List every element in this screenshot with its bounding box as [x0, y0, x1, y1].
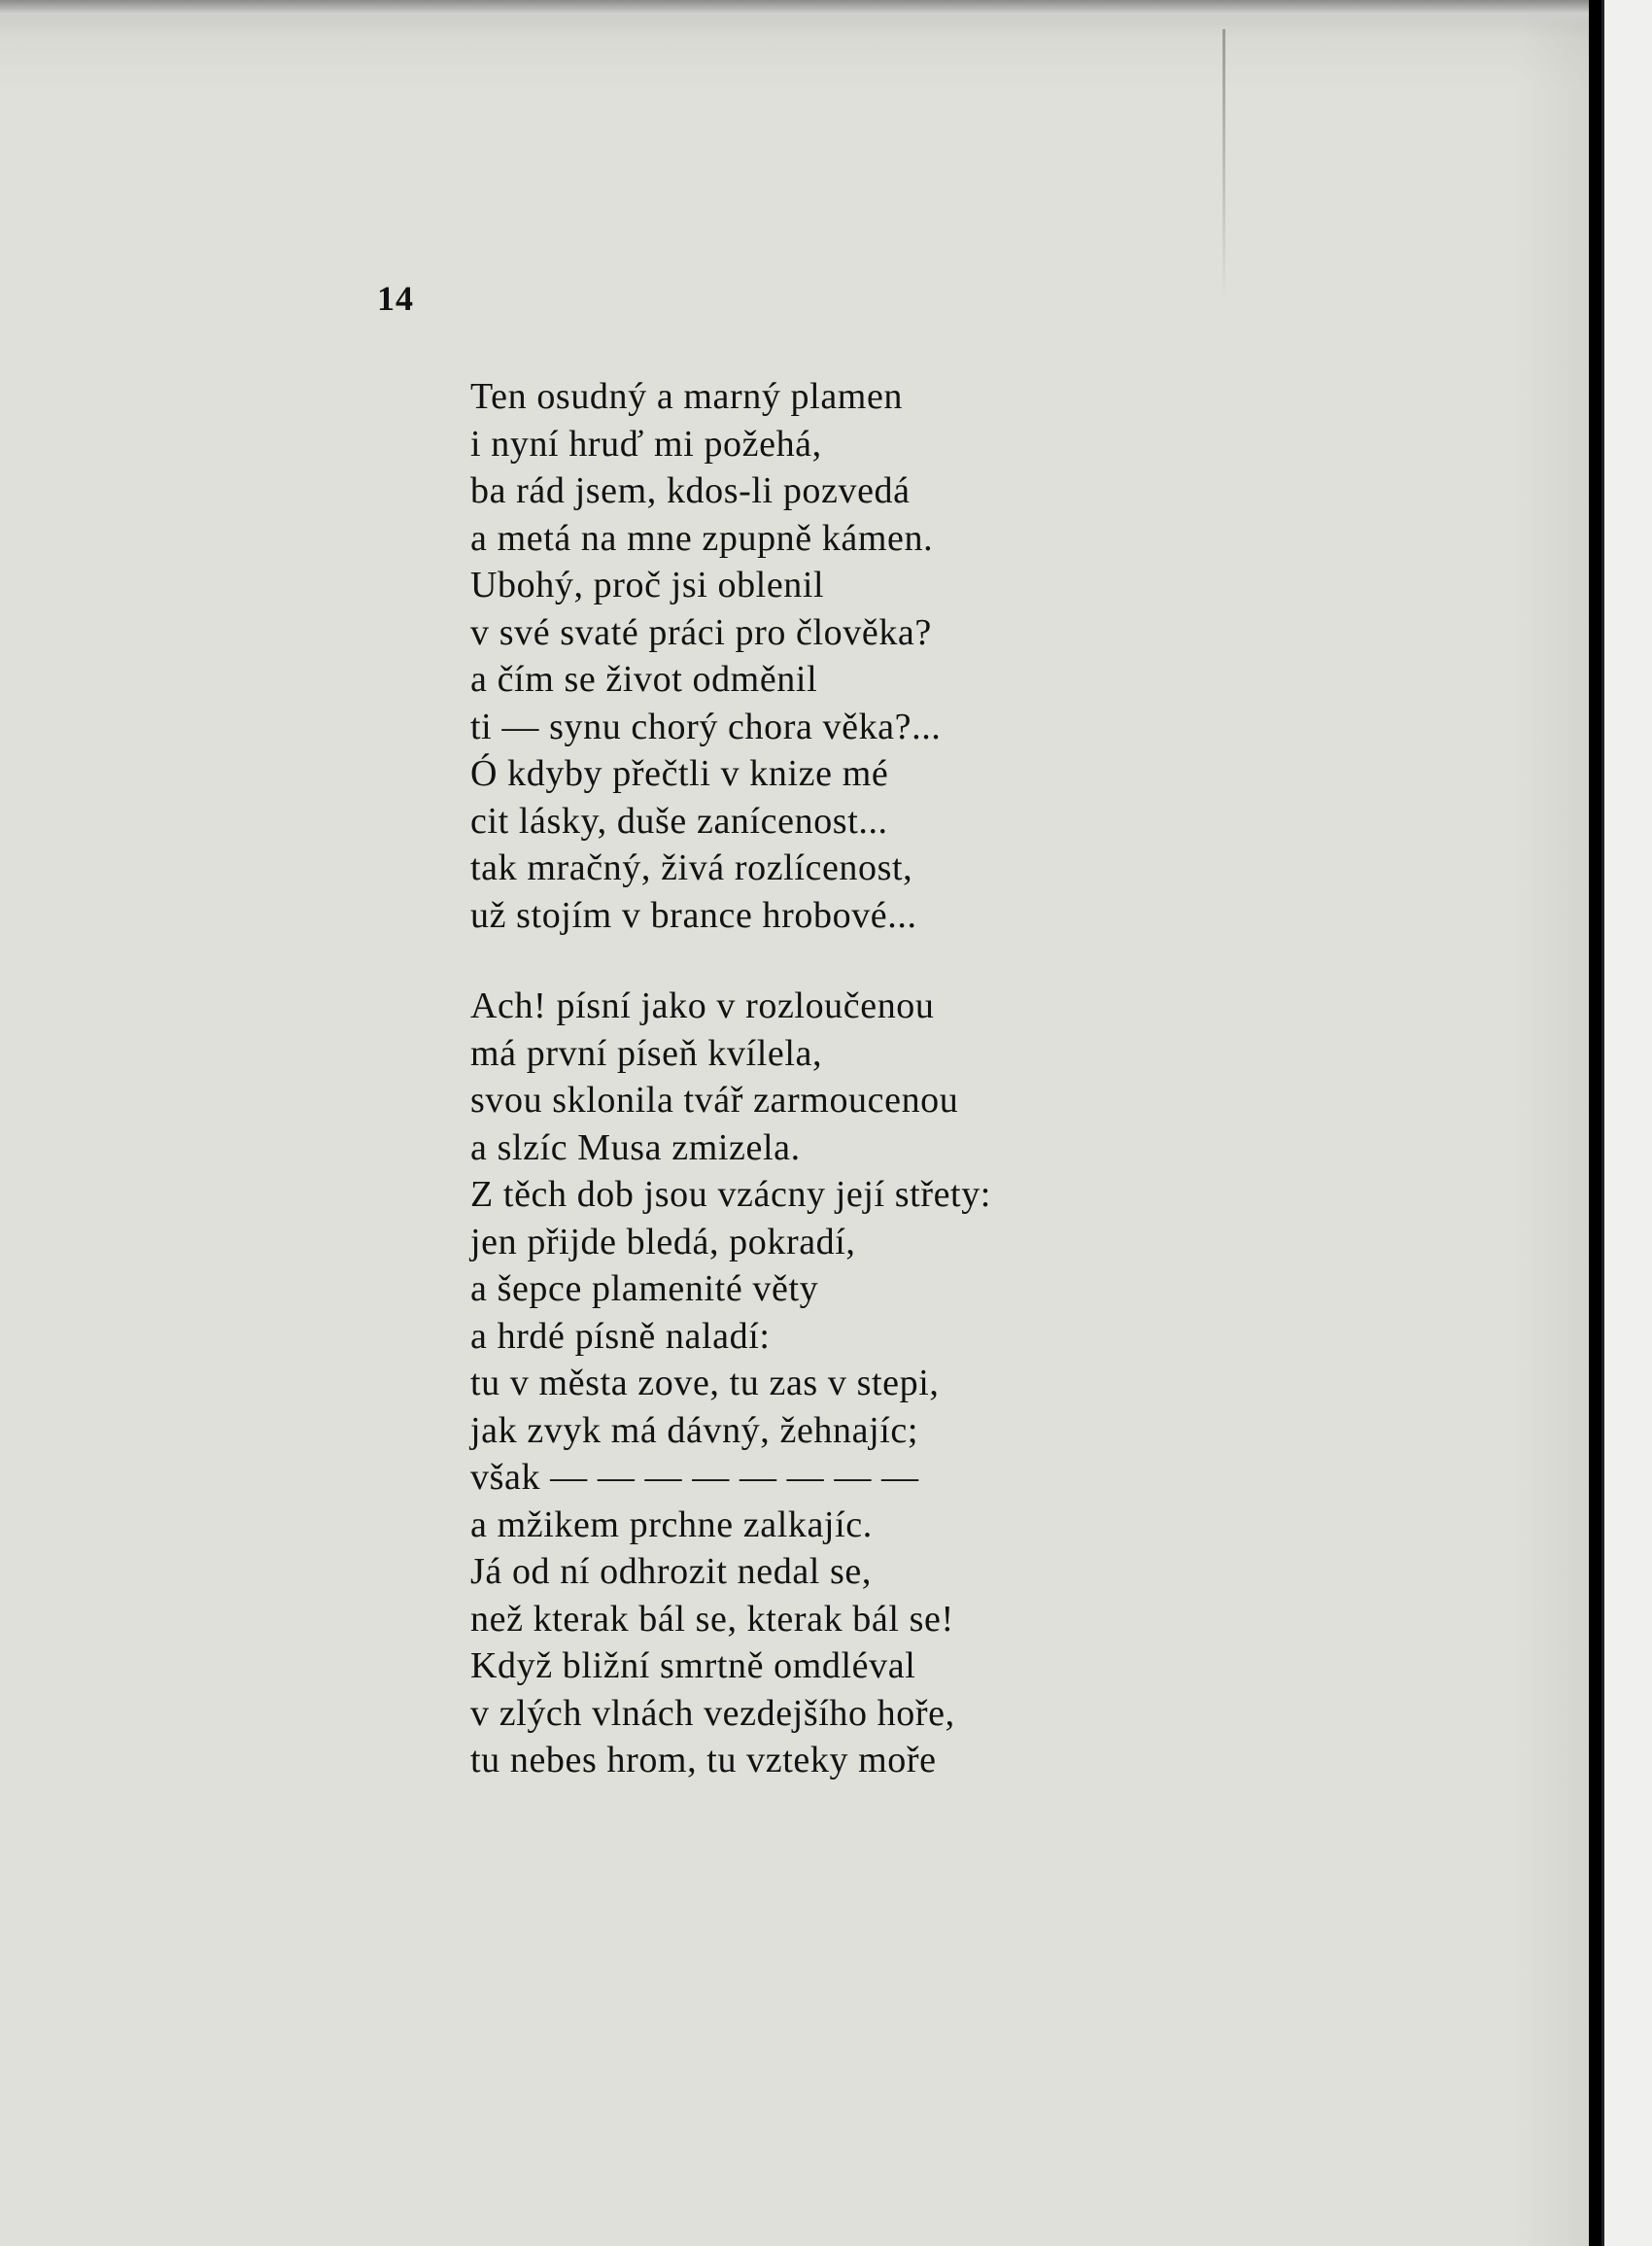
poem-line: v své svaté práci pro člověka?: [470, 611, 932, 653]
poem-line: a hrdé písně naladí:: [470, 1315, 771, 1357]
poem-line: ti — synu chorý chora věka?...: [470, 706, 942, 747]
page-fold-mark: [1222, 29, 1225, 301]
stanza-2: [470, 983, 1539, 1784]
page-number: 14: [377, 279, 414, 318]
poem-line: i nyní hruď mi požehá,: [470, 423, 822, 465]
next-page-edge: [1601, 0, 1652, 2246]
poem-line: svou sklonila tvář zarmoucenou: [470, 1080, 959, 1121]
poem-line: tu nebes hrom, tu vzteky moře: [470, 1740, 937, 1780]
poem-line: ba rád jsem, kdos-li pozvedá: [470, 470, 911, 511]
poem-line: má první píseň kvílela,: [470, 1032, 823, 1074]
stanza-1: [470, 373, 1539, 939]
poem-line: už stojím v brance hrobové...: [470, 894, 917, 936]
poem-line: než kterak bál se, kterak bál se!: [470, 1598, 954, 1640]
poem-line: Ó kdyby přečtli v knize mé: [470, 753, 889, 794]
poem-line: a metá na mne zpupně kámen.: [470, 517, 934, 559]
poem-line: Já od ní odhrozit nedal se,: [470, 1551, 872, 1592]
poem: [470, 373, 1539, 1784]
poem-line: Když bližní smrtně omdléval: [470, 1645, 916, 1686]
poem-line: Z těch dob jsou vzácny její střety:: [470, 1174, 991, 1215]
poem-line: však — — — — — — — —: [470, 1457, 919, 1498]
poem-line: a šepce plamenité věty: [470, 1268, 819, 1309]
poem-line: v zlých vlnách vezdejšího hoře,: [470, 1692, 955, 1734]
poem-line: a čím se život odměnil: [470, 659, 818, 700]
poem-line: tu v města zove, tu zas v stepi,: [470, 1363, 940, 1403]
poem-line: jen přijde bledá, pokradí,: [470, 1221, 856, 1262]
poem-line: tak mračný, živá rozlícenost,: [470, 847, 913, 888]
poem-line: Ubohý, proč jsi oblenil: [470, 565, 825, 605]
poem-line: cit lásky, duše zanícenost...: [470, 800, 888, 842]
poem-line: a mžikem prchne zalkajíc.: [470, 1503, 873, 1545]
poem-line: Ach! písní jako v rozloučenou: [470, 985, 935, 1026]
poem-line: jak zvyk má dávný, žehnajíc;: [470, 1409, 919, 1451]
poem-line: a slzíc Musa zmizela.: [470, 1126, 801, 1168]
page-top-edge: [0, 0, 1589, 27]
poem-line: Ten osudný a marný plamen: [470, 376, 904, 417]
